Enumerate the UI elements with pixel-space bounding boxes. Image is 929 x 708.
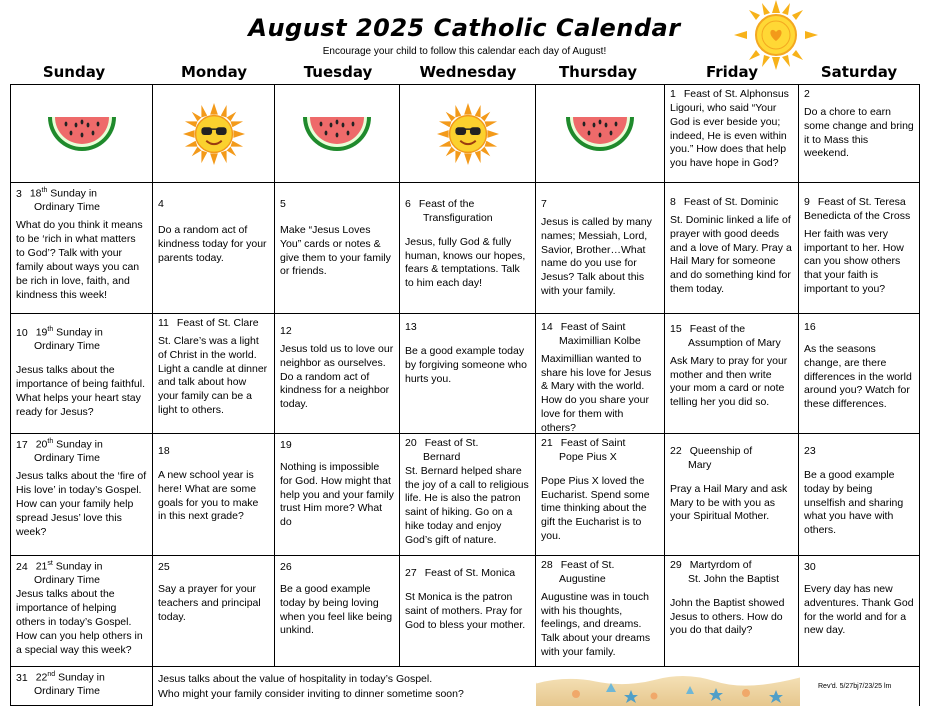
day-number: 7 bbox=[541, 198, 547, 210]
day-number: 12 bbox=[280, 325, 292, 337]
day-cell-13 bbox=[400, 314, 536, 434]
day-cell-29 bbox=[665, 556, 799, 667]
feast-title-line2: Bernard bbox=[423, 450, 461, 463]
feast-title: Feast of St. bbox=[424, 437, 479, 449]
day-number: 25 bbox=[158, 561, 170, 573]
feast-title: Sunday in bbox=[50, 187, 97, 200]
day-number: 18 bbox=[158, 445, 170, 457]
day-text: Her faith was very important to her. How can you show others that your faith is important to you? bbox=[804, 227, 904, 296]
weekday-friday: Friday bbox=[705, 63, 758, 81]
feast-title: Feast of Saint bbox=[560, 437, 626, 449]
day-cell-5 bbox=[275, 183, 400, 314]
day-cell bbox=[400, 84, 536, 183]
watermelon-icon bbox=[564, 115, 636, 153]
feast-title: Martyrdom of bbox=[689, 559, 752, 571]
day-text: Maximillian wanted to share his love for Jesus & Mary with the world. How do you share your love for them with others? bbox=[541, 352, 652, 434]
day-text: Nothing is impossible for God. How might that help you and your family trust Him more? What do bbox=[280, 460, 394, 529]
day-cell-15 bbox=[665, 314, 799, 434]
note-line-2: Who might your family consider inviting to dinner sometime soon? bbox=[158, 687, 464, 700]
feast-title: Sunday in bbox=[55, 560, 103, 573]
feast-title: Feast of St. Clare bbox=[176, 317, 259, 329]
day-text: Pray a Hail Mary and ask Mary to be with you as your Spiritual Mother. bbox=[670, 482, 788, 523]
feast-title-line2: Transfiguration bbox=[423, 211, 493, 224]
feast-title-line2: Ordinary Time bbox=[34, 452, 100, 465]
day-number: 21 bbox=[541, 437, 553, 449]
day-text: John the Baptist showed Jesus to others. How do you do that daily? bbox=[670, 596, 785, 637]
day-cell-10 bbox=[10, 314, 153, 434]
day-number: 1 bbox=[670, 88, 676, 100]
day-text: Do a random act of kindness today for your parents today. bbox=[158, 223, 267, 264]
day-number: 19 bbox=[280, 439, 292, 451]
feast-title: Sunday in bbox=[58, 671, 105, 684]
day-cell-27 bbox=[400, 556, 536, 667]
day-cell-25 bbox=[153, 556, 275, 667]
day-text: Jesus, fully God & fully human, knows our hopes, fears & temptations. Talk to him each day! bbox=[405, 235, 526, 290]
day-number: 11 bbox=[158, 317, 169, 329]
day-cell-16 bbox=[799, 314, 920, 434]
watermelon-icon bbox=[46, 115, 118, 153]
day-number: 30 bbox=[804, 561, 816, 573]
day-text: Be a good example today by being loving when you feel like being unkind. bbox=[280, 582, 393, 637]
page-subtitle: Encourage your child to follow this calendar each day of August! bbox=[322, 46, 607, 57]
day-cell-20 bbox=[400, 434, 536, 556]
day-text: Be a good example today by being unselfish and sharing what you have with others. bbox=[804, 468, 904, 537]
day-cell-19 bbox=[275, 434, 400, 556]
weekday-tuesday: Tuesday bbox=[303, 63, 373, 81]
day-number: 22 bbox=[670, 445, 682, 457]
beach-shells-icon bbox=[536, 668, 800, 706]
day-cell-18 bbox=[153, 434, 275, 556]
day-text: A new school year is here! What are some goals for you to make in this next grade? bbox=[158, 468, 259, 523]
watermelon-icon bbox=[301, 115, 373, 153]
weekday-header bbox=[10, 63, 920, 83]
day-cell-1 bbox=[665, 84, 799, 183]
day-cell bbox=[153, 84, 275, 183]
day-text: Make “Jesus Loves You” cards or notes & give them to your family or friends. bbox=[280, 223, 391, 278]
day-number: 20 bbox=[405, 437, 417, 449]
day-cell-7 bbox=[536, 183, 665, 314]
ordinal-suffix: nd bbox=[47, 671, 56, 678]
sunglasses-sun-icon bbox=[437, 103, 499, 165]
weekday-sunday: Sunday bbox=[42, 63, 106, 81]
day-number: 26 bbox=[280, 561, 292, 573]
feast-title-line2: Augustine bbox=[559, 572, 606, 585]
feast-title: Queenship of bbox=[689, 445, 753, 457]
feast-title-line2: Pope Pius X bbox=[559, 450, 617, 463]
ordinal: 20 bbox=[35, 438, 48, 451]
day-number: 24 bbox=[16, 560, 28, 573]
day-cell-21 bbox=[536, 434, 665, 556]
day-cell-24 bbox=[10, 556, 153, 667]
smiling-sun-icon bbox=[732, 0, 820, 70]
feast-title-line2: St. John the Baptist bbox=[688, 572, 780, 585]
weekday-wednesday: Wednesday bbox=[419, 63, 517, 81]
feast-title-line2: Ordinary Time bbox=[34, 685, 100, 698]
day-text: St. Clare’s was a light of Christ in the world. Light a candle at dinner and talk about how your family can be a light to others. bbox=[158, 334, 268, 417]
feast-title: Sunday in bbox=[56, 438, 103, 451]
day-cell-8 bbox=[665, 183, 799, 314]
day-cell-26 bbox=[275, 556, 400, 667]
day-number: 6 bbox=[405, 198, 411, 210]
ordinal: 18 bbox=[29, 187, 42, 200]
day-text: Jesus is called by many names; Messiah, Lord, Savior, Brother…What name do you use for Jesus? Talk about this with your family. bbox=[541, 215, 652, 298]
page-title: August 2025 Catholic Calendar bbox=[248, 14, 681, 42]
feast-title: Feast of St. bbox=[560, 559, 615, 571]
day-text: Jesus talks about the importance of helping others in today’s Gospel. How can you help others in a special way this week? bbox=[16, 588, 143, 656]
day-cell-12 bbox=[275, 314, 400, 434]
day-number: 16 bbox=[804, 321, 816, 333]
feast-title-line2: Ordinary Time bbox=[34, 201, 100, 214]
weekday-saturday: Saturday bbox=[820, 63, 898, 81]
feast-title-line2: Assumption of Mary bbox=[688, 336, 781, 349]
day-text: What do you think it means to be ‘rich in what matters to God’? Talk with your family about ways you can be rich in love, faith, and kindness this week! bbox=[16, 219, 143, 301]
weekday-monday: Monday bbox=[180, 63, 248, 81]
day-number: 3 bbox=[16, 187, 22, 200]
day-cell-2 bbox=[799, 84, 920, 183]
day-number: 13 bbox=[405, 321, 417, 333]
feast-title-line2: Ordinary Time bbox=[34, 574, 100, 587]
day-number: 29 bbox=[670, 559, 682, 571]
ordinal: 22 bbox=[35, 671, 48, 684]
day-cell-30 bbox=[799, 556, 920, 667]
day-number: 17 bbox=[16, 438, 28, 451]
ordinal: 21 bbox=[35, 560, 48, 573]
day-number: 2 bbox=[804, 88, 810, 100]
day-text: Jesus talks about the importance of being faithful. What helps your heart stay ready for Jesus? bbox=[16, 364, 145, 418]
day-text: St. Dominic linked a life of prayer with good deeds and a love of Mary. Pray a Hail Mary for someone and do something kind for them today. bbox=[670, 213, 792, 296]
day-text: Feast of St. Alphonsus Ligouri, who said “Your God is ever beside you; indeed, He is even within you.” How does that help you have hope in God? bbox=[670, 88, 789, 170]
feast-title: Feast of St. Dominic bbox=[683, 196, 779, 208]
revision-note: Rev'd. 5/27bj7/23/25 lm bbox=[818, 683, 892, 690]
note-line-1: Jesus talks about the value of hospitality in today’s Gospel. bbox=[158, 673, 433, 685]
day-number: 15 bbox=[670, 323, 682, 335]
day-text: Do a chore to earn some change and bring it to Mass this weekend. bbox=[804, 105, 914, 160]
day-text: Pope Pius X loved the Eucharist. Spend some time thinking about the gift the Eucharist is to you. bbox=[541, 474, 650, 543]
calendar-grid bbox=[10, 84, 920, 706]
sunglasses-sun-icon bbox=[183, 103, 245, 165]
day-text: St Monica is the patron saint of mothers. Pray for God to bless your mother. bbox=[405, 590, 526, 631]
feast-title: Feast of St. Monica bbox=[424, 567, 516, 579]
day-text: Jesus talks about the ‘fire of His love’ in today’s Gospel. How can your family help spread Jesus’ love this week? bbox=[16, 470, 147, 538]
day-number: 14 bbox=[541, 321, 553, 333]
day-cell-14 bbox=[536, 314, 665, 434]
weekday-thursday: Thursday bbox=[558, 63, 638, 81]
day-cell-4 bbox=[153, 183, 275, 314]
day-text: Say a prayer for your teachers and principal today. bbox=[158, 582, 261, 623]
day-cell-22 bbox=[665, 434, 799, 556]
feast-title-line2: Ordinary Time bbox=[34, 340, 100, 353]
ordinal-suffix: th bbox=[47, 438, 54, 445]
day-cell-6 bbox=[400, 183, 536, 314]
feast-title-line2: Maximillian Kolbe bbox=[559, 334, 641, 347]
day-number: 5 bbox=[280, 198, 286, 210]
day-text: Augustine was in touch with his thoughts, feelings, and dreams. Talk about your dreams with your family. bbox=[541, 590, 651, 659]
ordinal-suffix: th bbox=[47, 326, 54, 333]
day-cell-31 bbox=[10, 667, 153, 706]
day-number: 28 bbox=[541, 559, 553, 571]
feast-title: Feast of the bbox=[689, 323, 746, 335]
day-number: 23 bbox=[804, 445, 816, 457]
day-text: Jesus told us to love our neighbor as ourselves. Do a random act of kindness for a neighbor today. bbox=[280, 342, 394, 411]
day-number: 4 bbox=[158, 198, 164, 210]
day-text: Be a good example today by forgiving someone who hurts you. bbox=[405, 344, 527, 385]
day-cell-11 bbox=[153, 314, 275, 434]
day-cell-3 bbox=[10, 183, 153, 314]
day-cell bbox=[275, 84, 400, 183]
feast-title: Feast of the bbox=[418, 198, 475, 210]
day-cell-28 bbox=[536, 556, 665, 667]
day-number: 9 bbox=[804, 196, 810, 208]
day-text: Ask Mary to pray for your mother and then write your mom a card or note telling her you did so. bbox=[670, 354, 788, 409]
day-number: 31 bbox=[16, 671, 28, 684]
day-text: As the seasons change, are there differences in the world around you? Watch for these differences. bbox=[804, 342, 912, 411]
day-number: 8 bbox=[670, 196, 676, 208]
day-number: 27 bbox=[405, 567, 417, 579]
feast-title: Sunday in bbox=[56, 326, 103, 339]
feast-title-line2: Mary bbox=[688, 458, 712, 471]
ordinal: 19 bbox=[35, 326, 48, 339]
day-number: 10 bbox=[16, 326, 28, 339]
hospitality-note bbox=[158, 672, 464, 701]
day-cell-17 bbox=[10, 434, 153, 556]
day-cell bbox=[536, 84, 665, 183]
feast-title: Feast of St. Teresa Benedicta of the Cross bbox=[804, 196, 911, 222]
day-text: St. Bernard helped share the joy of a call to religious life. He is also the patron saint of hiking. Go on a hike today and enjoy God’s gift of nature. bbox=[405, 464, 529, 547]
ordinal-suffix: st bbox=[47, 560, 53, 567]
ordinal-suffix: th bbox=[41, 187, 48, 194]
day-text: Every day has new adventures. Thank God for the world and for a new day. bbox=[804, 582, 914, 637]
day-cell-23 bbox=[799, 434, 920, 556]
day-cell-9 bbox=[799, 183, 920, 314]
feast-title: Feast of Saint bbox=[560, 321, 626, 333]
day-cell bbox=[10, 84, 153, 183]
